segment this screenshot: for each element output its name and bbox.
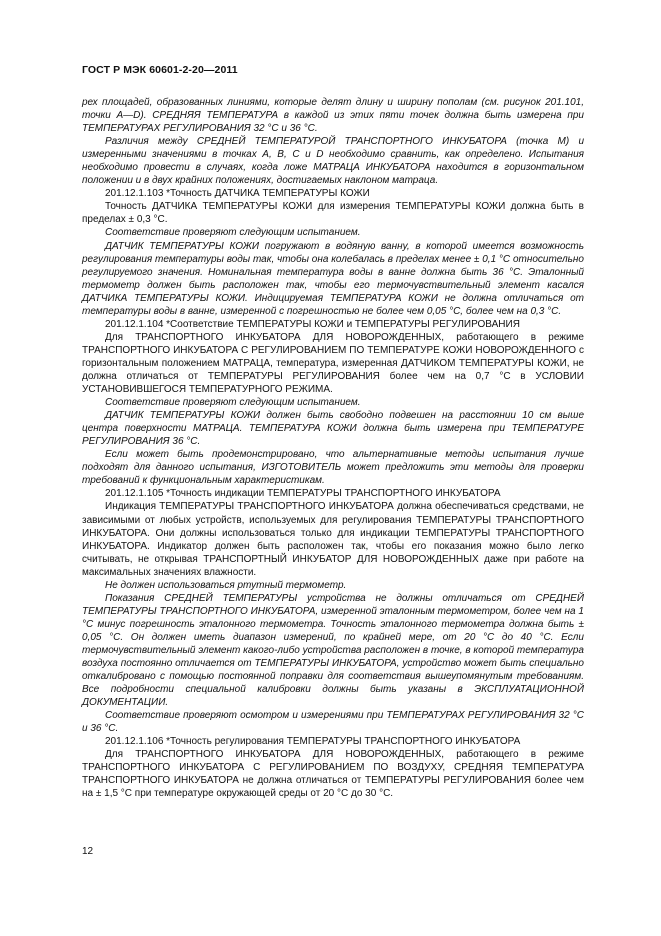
paragraph: Точность ДАТЧИКА ТЕМПЕРАТУРЫ КОЖИ для измерения ТЕМПЕРАТУРЫ КОЖИ должна быть в пределах ± 0,3 °С. [82, 201, 584, 226]
paragraph: Показания СРЕДНЕЙ ТЕМПЕРАТУРЫ устройства не должны отличаться от СРЕДНЕЙ ТЕМПЕРАТУРЫ ТРАНСПОРТНОГО ИНКУБАТОРА, измеренной эталонным термометром, более чем на 1 °С минус погрешность эталонного термометра. Точность эталонного термометра должна быть ± 0,05 °С. Он должен иметь диапазон измерений, по крайней мере, от 20 °С до 40 °С. Если термочувствительный элемент какого-либо устройства расположен в точке, в которой температура воздуха постоянно отличается от ТЕМПЕРАТУРЫ ИНКУБАТОРА, устройство может быть специально откалибровано с помощью постоянной поправки для соответствия вышеупомянутым требованиям. Все подробности специальной калибровки должны быть указаны в ЭКСПЛУАТАЦИОННОЙ ДОКУМЕНТАЦИИ. [82, 592, 584, 709]
paragraph: Для ТРАНСПОРТНОГО ИНКУБАТОРА ДЛЯ НОВОРОЖДЕННЫХ, работающего в режиме ТРАНСПОРТНОГО ИНКУБАТОРА С РЕГУЛИРОВАНИЕМ ПО ТЕМПЕРАТУРЕ КОЖИ НОВОРОЖДЕННОГО с горизонтальным положением МАТРАЦА, температура, измеренная ДАТЧИКОМ ТЕМПЕРАТУРЫ КОЖИ, не должна отличаться от ТЕМПЕРАТУРЫ РЕГУЛИРОВАНИЯ более чем на 0,7 °С в УСЛОВИИ УСТАНОВИВШЕГОСЯ ТЕМПЕРАТУРНОГО РЕЖИМА. [82, 331, 584, 396]
paragraph: Соответствие проверяют следующим испытанием. [105, 227, 361, 239]
paragraph: Индикация ТЕМПЕРАТУРЫ ТРАНСПОРТНОГО ИНКУБАТОРА должна обеспечиваться средствами, не зависимыми от любых устройств, используемых для регулирования ТЕМПЕРАТУРЫ ТРАНСПОРТНОГО ИНКУБАТОРА. Они должны использоваться только для индикации ТЕМПЕРАТУРЫ ТРАНСПОРТНОГО ИНКУБАТОРА. Индикатор должен быть расположен так, чтобы его показания можно было легко считывать, не открывая ТРАНСПОРТНЫЙ ИНКУБАТОР ДЛЯ НОВОРОЖДЕННЫХ даже при работе на максимальных значениях влажности. [82, 501, 584, 578]
paragraph: Соответствие проверяют следующим испытанием. [105, 397, 361, 409]
paragraph: рех площадей, образованных линиями, которые делят длину и ширину пополам (см. рисунок 201.101, точки А—D). СРЕДНЯЯ ТЕМПЕРАТУРА в каждой из этих пяти точек должна быть измерена при ТЕМПЕРАТУРАХ РЕГУЛИРОВАНИЯ 32 °С и 36 °С. [82, 97, 584, 135]
paragraph: Различия между СРЕДНЕЙ ТЕМПЕРАТУРОЙ ТРАНСПОРТНОГО ИНКУБАТОРА (точка М) и измеренными значениями в точках А, В, С и D необходимо сравнить, как определено. Испытания необходимо провести в случаях, когда ложе МАТРАЦА ИНКУБАТОРА находится в горизонтальном положении и в двух крайних положениях, достигаемых наклоном матраца. [82, 136, 584, 187]
section-heading: 201.12.1.106 *Точность регулирования ТЕМПЕРАТУРЫ ТРАНСПОРТНОГО ИНКУБАТОРА [105, 736, 521, 748]
document-header: ГОСТ Р МЭК 60601-2-20—2011 [82, 64, 238, 76]
paragraph: Соответствие проверяют осмотром и измерениями при ТЕМПЕРАТУРАХ РЕГУЛИРОВАНИЯ 32 °С и 36 °С. [82, 710, 584, 735]
page-number: 12 [82, 846, 94, 857]
section-heading: 201.12.1.104 *Соответствие ТЕМПЕРАТУРЫ КОЖИ и ТЕМПЕРАТУРЫ РЕГУЛИРОВАНИЯ [105, 318, 520, 330]
paragraph: ДАТЧИК ТЕМПЕРАТУРЫ КОЖИ погружают в водяную ванну, в которой имеется возможность регулирования температуры воды так, чтобы она колебалась в пределах менее ± 0,1 °С относительно регулируемого значения. Номинальная температура воды в ванне должна быть 36 °С. Эталонный термометр должен быть расположен так, чтобы его термочувствительный элемент касался ДАТЧИКА ТЕМПЕРАТУРЫ КОЖИ. Индицируемая ТЕМПЕРАТУРА КОЖИ не должна отличаться от температуры воды в ванне, измеренной с погрешностью не более чем 0,05 °С, более чем на 0,3 °С. [82, 240, 584, 317]
paragraph: ДАТЧИК ТЕМПЕРАТУРЫ КОЖИ должен быть свободно подвешен на расстоянии 10 см выше центра поверхности МАТРАЦА. ТЕМПЕРАТУРА КОЖИ должна быть измерена при ТЕМПЕРАТУРЕ РЕГУЛИРОВАНИЯ 36 °С. [82, 410, 584, 448]
section-heading: 201.12.1.105 *Точность индикации ТЕМПЕРАТУРЫ ТРАНСПОРТНОГО ИНКУБАТОРА [105, 488, 501, 500]
paragraph: Для ТРАНСПОРТНОГО ИНКУБАТОРА ДЛЯ НОВОРОЖДЕННЫХ, работающего в режиме ТРАНСПОРТНОГО ИНКУБАТОРА С РЕГУЛИРОВАНИЕМ ПО ВОЗДУХУ, СРЕДНЯЯ ТЕМПЕРАТУРА ТРАНСПОРТНОГО ИНКУБАТОРА не должна отличаться от ТЕМПЕРАТУРЫ РЕГУЛИРОВАНИЯ более чем на ± 1,5 °С при температуре окружающей среды от 20 °С до 30 °С. [82, 749, 584, 800]
section-heading: 201.12.1.103 *Точность ДАТЧИКА ТЕМПЕРАТУРЫ КОЖИ [105, 188, 370, 200]
paragraph: Если может быть продемонстрировано, что альтернативные методы испытания лучше подходят для данного испытания, ИЗГОТОВИТЕЛЬ может предложить эти методы для проверки требований к функциональным характеристикам. [82, 449, 584, 487]
paragraph: Не должен использоваться ртутный термометр. [105, 579, 347, 591]
document-body [82, 96, 584, 801]
